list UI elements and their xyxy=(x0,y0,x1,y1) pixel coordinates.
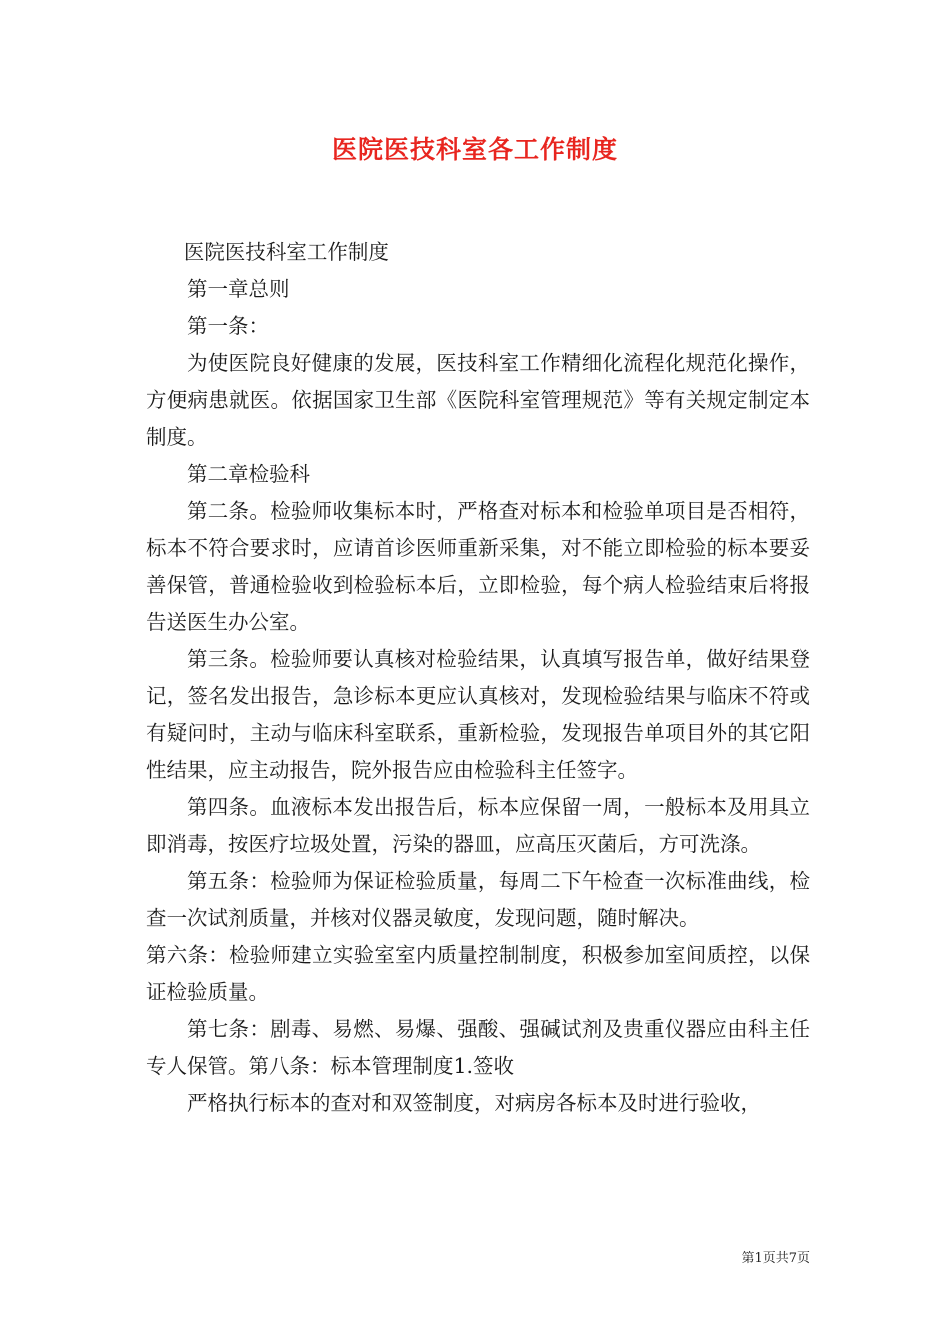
paragraph: 第六条：检验师建立实验室室内质量控制制度，积极参加室间质控，以保证检验质量。 xyxy=(146,943,810,1004)
page-number: 第1页共7页 xyxy=(741,1251,810,1266)
chapter-heading: 第一章总则 xyxy=(187,277,290,301)
section-heading: 医院医技科室工作制度 xyxy=(183,240,389,264)
paragraph: 第四条。血液标本发出报告后，标本应保留一周，一般标本及用具立即消毒，按医疗垃圾处置，污染的器皿，应高压灭菌后，方可洗涤。 xyxy=(146,795,810,856)
paragraph: 第五条：检验师为保证检验质量，每周二下午检查一次标准曲线，检查一次试剂质量，并核对仪器灵敏度，发现问题，随时解决。 xyxy=(146,869,810,930)
document-title: 医院医技科室各工作制度 xyxy=(331,135,618,164)
paragraph: 第二条。检验师收集标本时，严格查对标本和检验单项目是否相符，标本不符合要求时，应请首诊医师重新采集，对不能立即检验的标本要妥善保管，普通检验收到检验标本后，立即检验，每个病人检验结束后将报告送医生办公室。 xyxy=(146,499,810,634)
article-heading: 第一条： xyxy=(187,314,269,338)
document-body xyxy=(146,234,810,1122)
paragraph: 第七条：剧毒、易燃、易爆、强酸、强碱试剂及贵重仪器应由科主任专人保管。第八条：标本管理制度1.签收 xyxy=(146,1017,810,1078)
paragraph: 为使医院良好健康的发展，医技科室工作精细化流程化规范化操作，方便病患就医。依据国家卫生部《医院科室管理规范》等有关规定制定本制度。 xyxy=(146,351,810,449)
chapter-heading: 第二章检验科 xyxy=(187,462,310,486)
paragraph: 严格执行标本的查对和双签制度，对病房各标本及时进行验收， xyxy=(187,1091,761,1115)
paragraph: 第三条。检验师要认真核对检验结果，认真填写报告单，做好结果登记，签名发出报告，急诊标本更应认真核对，发现检验结果与临床不符或有疑问时，主动与临床科室联系，重新检验，发现报告单项目外的其它阳性结果，应主动报告，院外报告应由检验科主任签字。 xyxy=(146,647,810,782)
